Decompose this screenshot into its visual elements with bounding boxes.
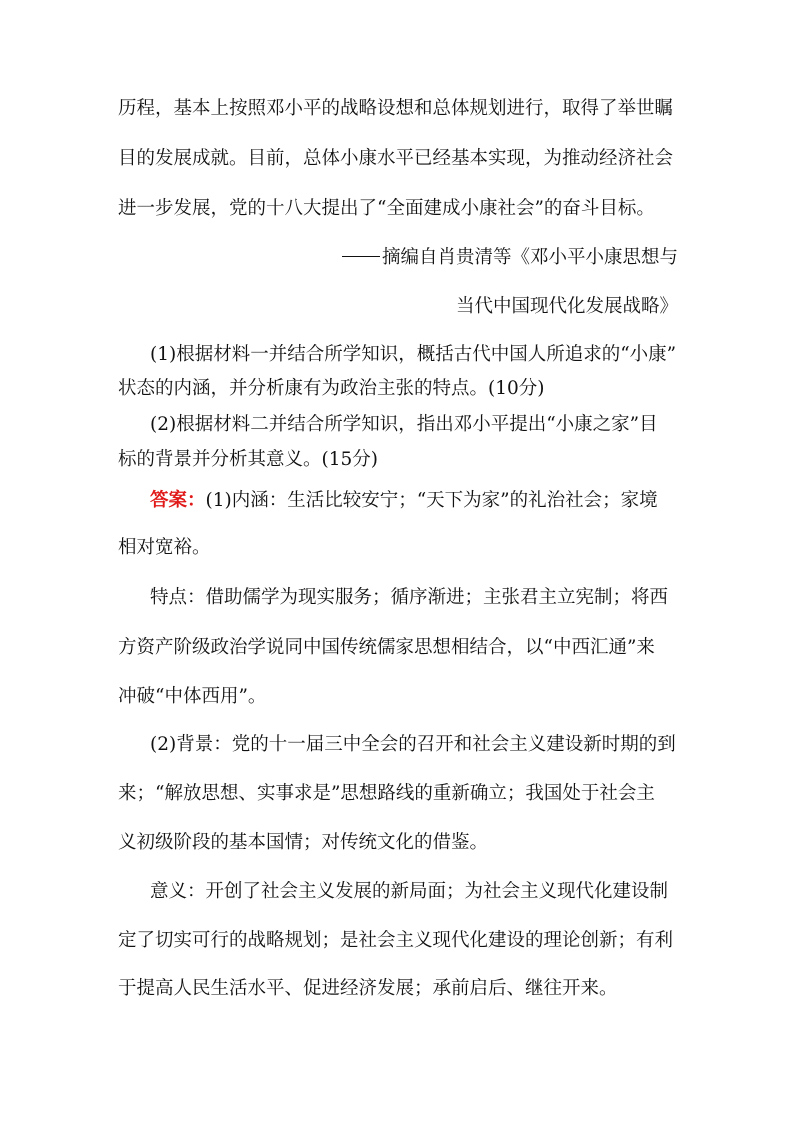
answer-label: 答案： [150, 490, 206, 511]
source-citation [118, 246, 678, 270]
question-1-cont: 状态的内涵，并分析康有为政治主张的特点。(10分) [118, 378, 545, 399]
answer-line: 方资产阶级政治学说同中国传统儒家思想相结合，以“中西汇通”来 [118, 637, 655, 658]
answer-text: (1)内涵：生活比较安宁；“天下为家”的礼治社会；家境 [205, 490, 658, 511]
passage-line: 目的发展成就。目前，总体小康水平已经基本实现，为推动经济社会 [118, 148, 674, 169]
question-2: (2)根据材料二并结合所学知识，指出邓小平提出“小康之家”目 [150, 414, 658, 435]
answer-line: 相对宽裕。 [118, 537, 211, 558]
answer-line: 意义：开创了社会主义发展的新局面；为社会主义现代化建设制 [150, 881, 669, 902]
answer-line: 义初级阶段的基本国情；对传统文化的借鉴。 [118, 832, 489, 853]
answer-line: 特点：借助儒学为现实服务；循序渐进；主张君主立宪制；将西 [150, 587, 669, 608]
answer-line [150, 489, 678, 513]
answer-line: 定了切实可行的战略规划；是社会主义现代化建设的理论创新；有利 [118, 930, 674, 951]
answer-line: 冲破“中体西用”。 [118, 686, 267, 707]
passage-line: 历程，基本上按照邓小平的战略设想和总体规划进行，取得了举世瞩 [118, 98, 674, 119]
citation-dash [342, 256, 380, 257]
question-2-cont: 标的背景并分析其意义。(15分) [118, 449, 378, 470]
source-line: 摘编自肖贵清等《邓小平小康思想与 [381, 247, 678, 268]
answer-line: 来；“解放思想、实事求是”思想路线的重新确立；我国处于社会主 [118, 783, 655, 804]
source-line: 当代中国现代化发展战略》 [455, 296, 678, 317]
passage-line: 进一步发展，党的十八大提出了“全面建成小康社会”的奋斗目标。 [118, 198, 655, 219]
answer-line: 于提高人民生活水平、促进经济发展；承前启后、继往开来。 [118, 978, 618, 999]
answer-line: (2)背景：党的十一届三中全会的召开和社会主义建设新时期的到 [150, 734, 676, 755]
question-1: (1)根据材料一并结合所学知识，概括古代中国人所追求的“小康” [150, 344, 677, 365]
